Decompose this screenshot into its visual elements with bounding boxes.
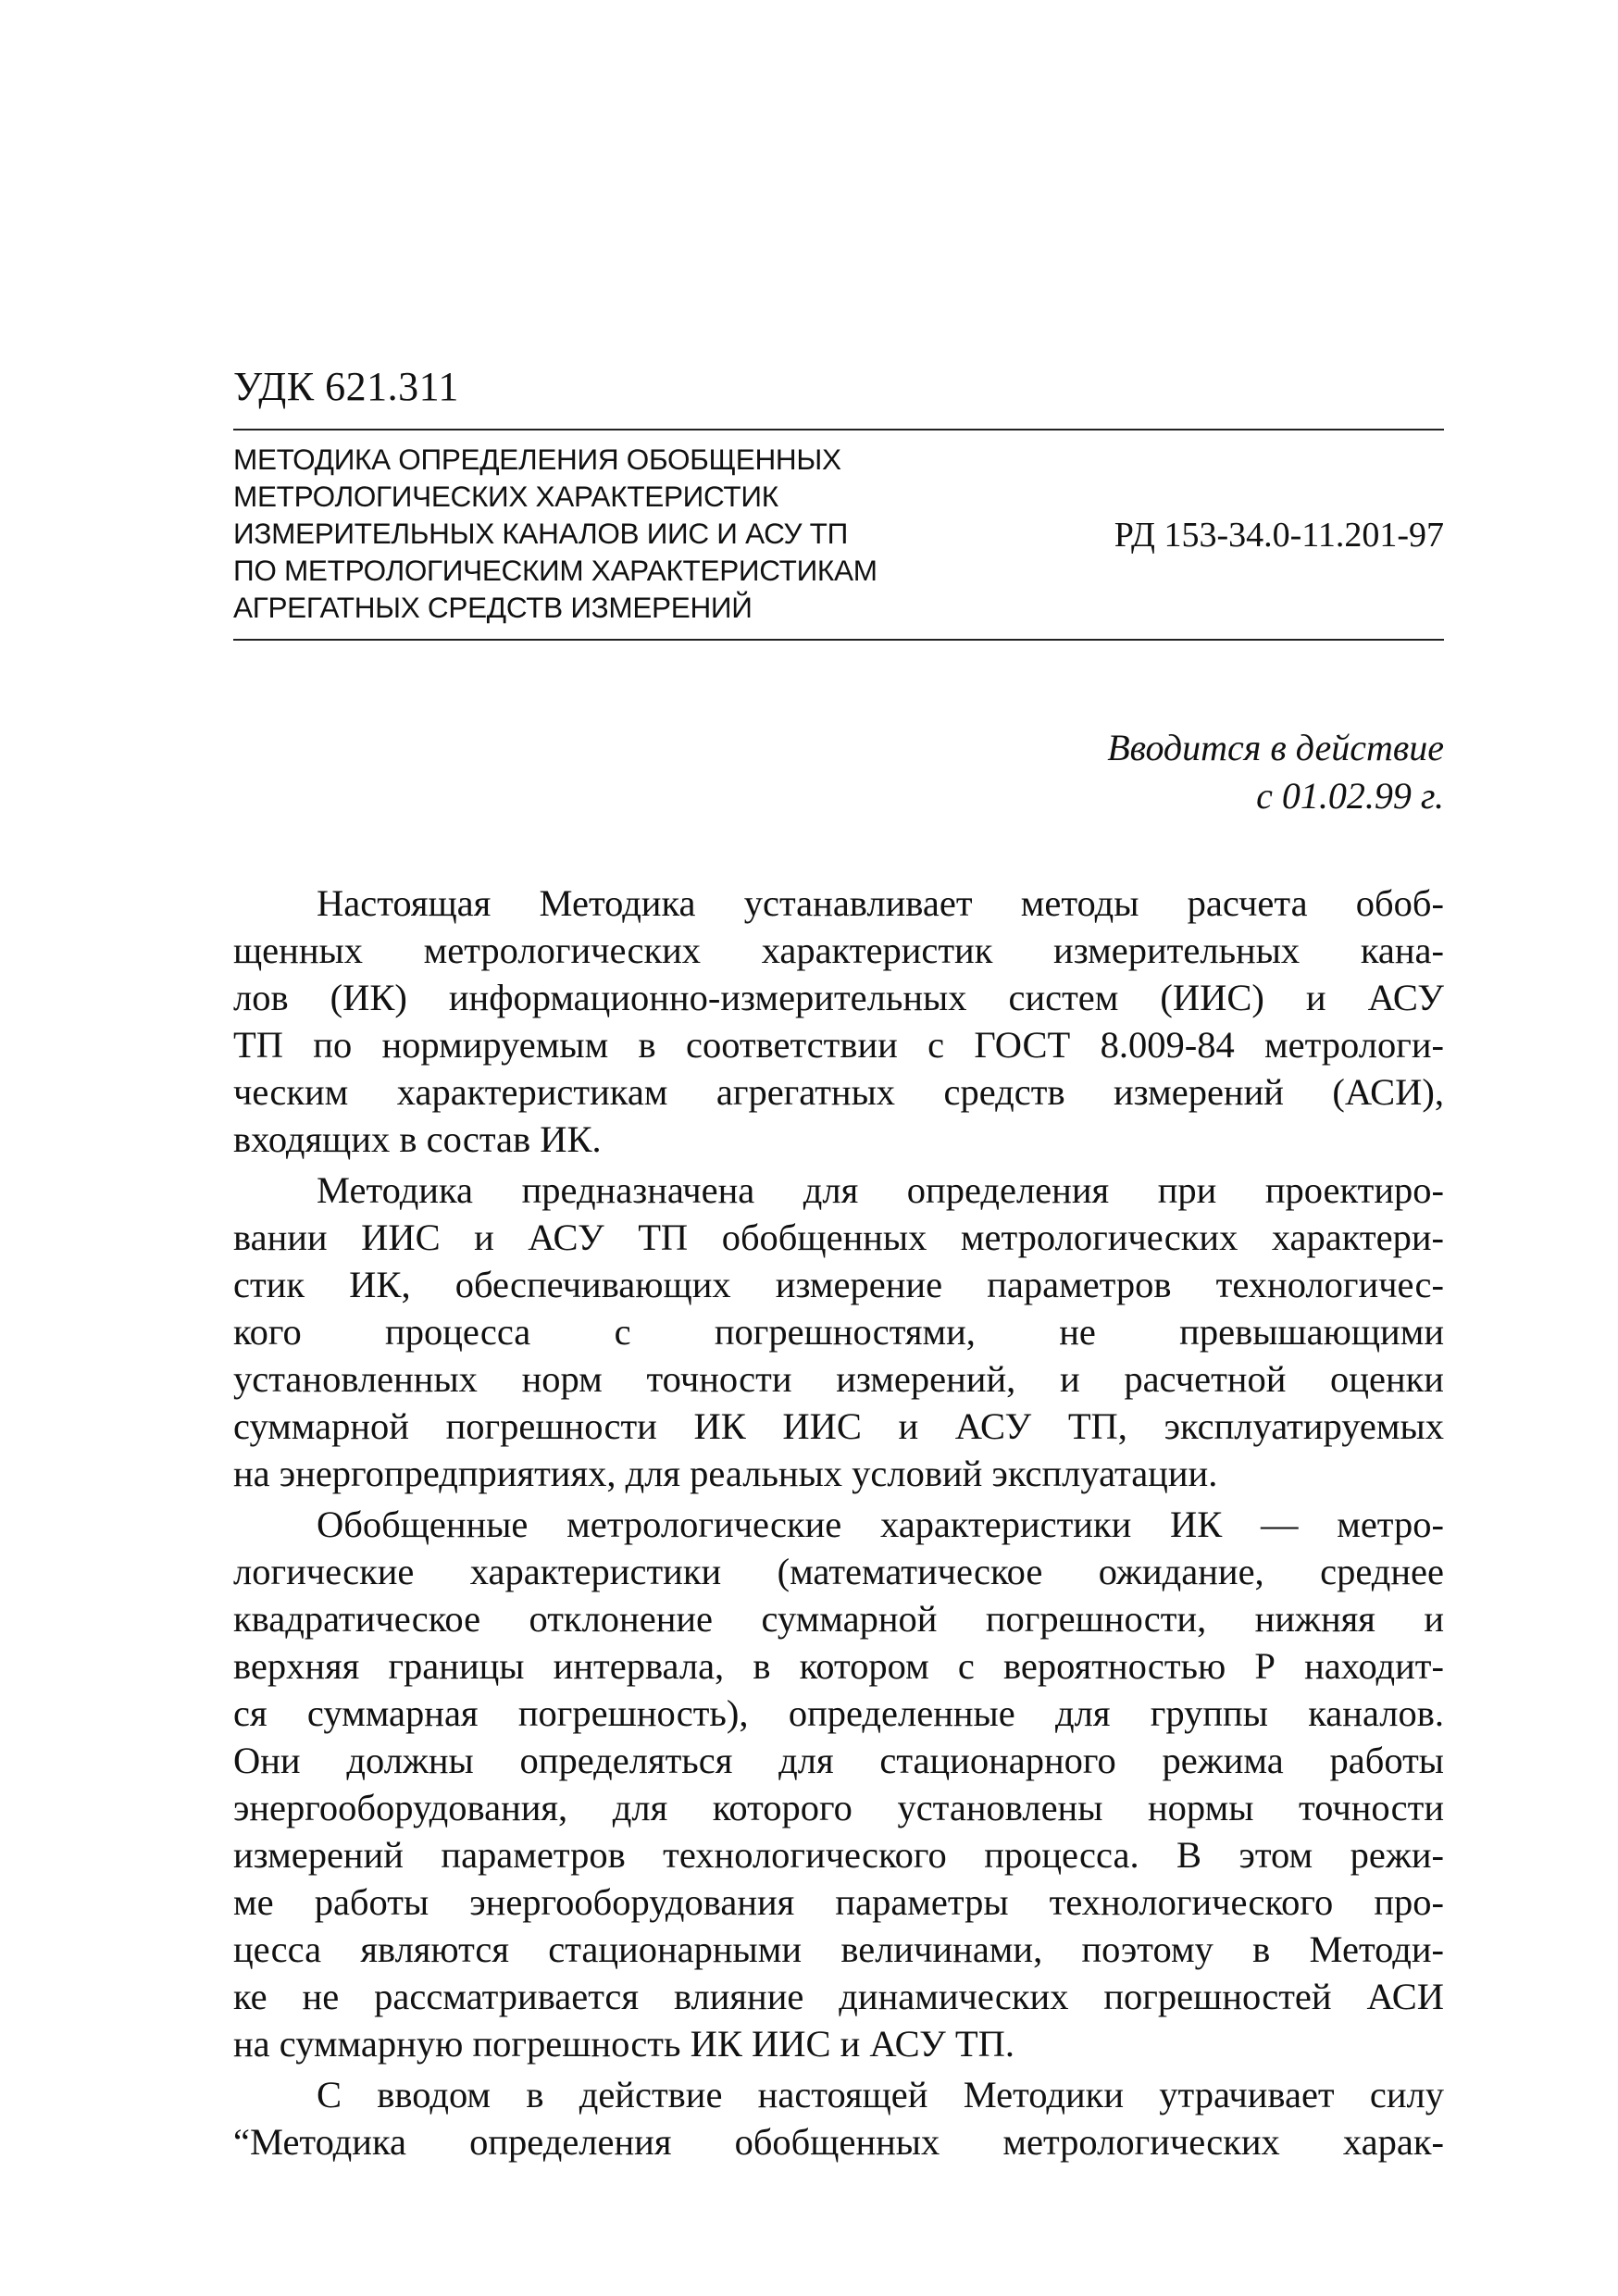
text-line: стик ИК, обеспечивающих измерение параметров технологичес- [233,1264,1444,1305]
text-line: щенных метрологических характеристик измерительных кана- [233,930,1444,971]
text-line: верхняя границы интервала, в котором с вероятностью Р находит- [233,1645,1444,1687]
text-line: кого процесса с погрешностями, не превышающими [233,1311,1444,1353]
effective-line-1: Вводится в действие [1107,727,1444,768]
text-line: С вводом в действие настоящей Методики утрачивает силу [317,2074,1444,2115]
text-line: Методика предназначена для определения при проектиро- [317,1169,1444,1211]
text-line: на суммарную погрешность ИК ИИС и АСУ ТП. [233,2023,1015,2065]
text-line: на энергопредприятиях, для реальных условий эксплуатации. [233,1453,1218,1494]
paragraph [233,1167,1444,1497]
text-line: установленных норм точности измерений, и расчетной оценки [233,1358,1444,1400]
document-code: РД 153-34.0-11.201-97 [1114,516,1444,555]
text-line: ме работы энергооборудования параметры технологического про- [233,1881,1444,1923]
text-line: измерений параметров технологического процесса. В этом режи- [233,1834,1444,1876]
title-line: МЕТРОЛОГИЧЕСКИХ ХАРАКТЕРИСТИК [233,480,778,513]
document-title [233,441,992,626]
text-line: “Методика определения обобщенных метрологических харак- [233,2121,1444,2163]
text-line: квадратическое отклонение суммарной погрешности, нижняя и [233,1598,1444,1640]
paragraph [233,1501,1444,2067]
text-line: логические характеристики (математическое ожидание, среднее [233,1551,1444,1592]
text-line: Обобщенные метрологические характеристики ИК — метро- [317,1504,1444,1545]
title-line: МЕТОДИКА ОПРЕДЕЛЕНИЯ ОБОБЩЕННЫХ [233,443,841,476]
text-line: лов (ИК) информационно-измерительных систем (ИИС) и АСУ [233,977,1444,1018]
udk-code: УДК 621.311 [233,364,459,409]
paragraph [233,880,1444,1163]
text-line: Настоящая Методика устанавливает методы расчета обоб- [317,882,1444,924]
text-line: ТП по нормируемым в соответствии с ГОСТ 8.009-84 метрологи- [233,1024,1444,1066]
text-line: энергооборудования, для которого установлены нормы точности [233,1787,1444,1828]
text-line: цесса являются стационарными величинами, поэтому в Методи- [233,1928,1444,1970]
title-line: ИЗМЕРИТЕЛЬНЫХ КАНАЛОВ ИИС И АСУ ТП [233,517,848,550]
text-line: ческим характеристикам агрегатных средств измерений (АСИ), [233,1071,1444,1113]
effective-line-2: с 01.02.99 г. [1256,775,1444,817]
text-line: суммарной погрешности ИК ИИС и АСУ ТП, эксплуатируемых [233,1405,1444,1447]
header-bottom-rule [233,639,1444,641]
title-line: АГРЕГАТНЫХ СРЕДСТВ ИЗМЕРЕНИЙ [233,591,753,624]
header-top-rule [233,429,1444,430]
text-line: ке не рассматривается влияние динамических погрешностей АСИ [233,1976,1444,2017]
text-line: Они должны определяться для стационарного режима работы [233,1740,1444,1781]
text-line: ся суммарная погрешность), определенные для группы каналов. [233,1692,1444,1734]
body-text [233,880,1444,2169]
title-line: ПО МЕТРОЛОГИЧЕСКИМ ХАРАКТЕРИСТИКАМ [233,554,877,587]
text-line: входящих в состав ИК. [233,1118,602,1160]
effective-date [1107,724,1444,820]
paragraph [233,2071,1444,2165]
text-line: вании ИИС и АСУ ТП обобщенных метрологических характери- [233,1217,1444,1258]
